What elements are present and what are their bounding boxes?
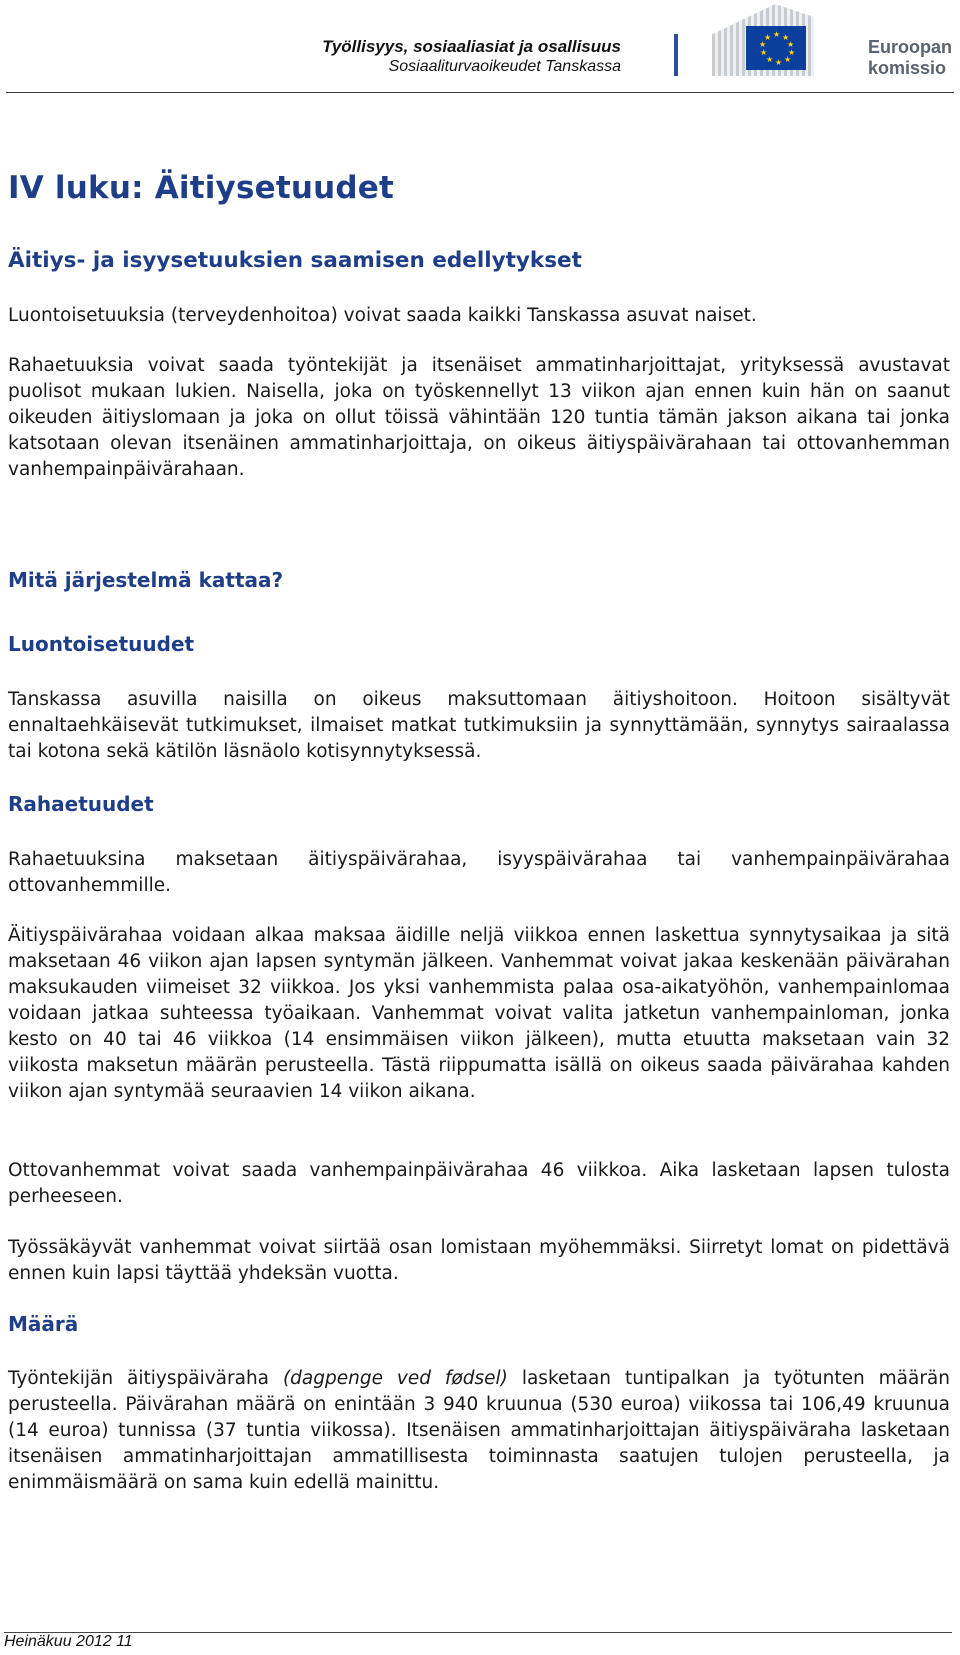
logo-line-2: komissio [868, 58, 947, 78]
logo-line-1: Euroopan [868, 37, 952, 57]
conditions-heading: Äitiys- ja isyysetuuksien saamisen edellytykset [8, 248, 582, 273]
amount-danish-term: (dagpenge ved fødsel) [282, 1368, 508, 1389]
amount-text-rest: lasketaan tuntipalkan ja työtunten määrän perusteella. Päivärahan määrä on enintään 3 940 kruunua (530 euroa) viikossa tai 106,49 kruunua (14 euroa) tunnissa (37 tuntia viikossa). Itsenäisen ammatinharjoittajan äitiyspäiväraha lasketaan itsenäisen ammatinharjoittajan ammatillisesta toiminnasta saatujen tulojen perusteella, ja enimmäismäärä on sama kuin edellä mainittu. [8, 1368, 950, 1493]
cash-paragraph-2: Äitiyspäivärahaa voidaan alkaa maksaa äidille neljä viikkoa ennen laskettua synnytysaikaa ja sitä maksetaan 46 viikon ajan lapsen syntymän jälkeen. Vanhemmat voivat jakaa keskenään päivärahan maksukauden viimeiset 32 viikkoa. Jos yksi vanhemmista palaa osa-aikatyöhön, vanhempainlomaa voidaan jatkaa suhteessa työaikaan. Vanhemmat voivat valita jatketun vanhempainloman, jonka kesto on 40 tai 46 viikkoa (14 ensimmäisen viikon jälkeen), mutta etuutta maksetaan vain 32 viikosta maksetun määrän perusteella. Tästä riippumatta isällä on oikeus saada päivärahaa kahden viikon ajan syntymää seuraavien 14 viikon aikana. [8, 925, 950, 1102]
header-divider [674, 34, 678, 76]
cash-benefits-heading: Rahaetuudet [8, 792, 154, 816]
in-kind-paragraph: Tanskassa asuvilla naisilla on oikeus maksuttomaan äitiyshoitoon. Hoitoon sisältyvät ennaltaehkäisevät tutkimukset, ilmaiset matkat tutkimuksiin ja synnyttämään, synnytys sairaalassa tai kotona sekä kätilön läsnäolo kotisynnytyksessä. [8, 689, 950, 762]
amount-text-start: Työntekijän äitiyspäiväraha [8, 1368, 283, 1389]
amount-heading: Määrä [8, 1312, 79, 1336]
cash-paragraph-4: Työssäkäyvät vanhemmat voivat siirtää osan lomistaan myöhemmäksi. Siirretyt lomat on pidettävä ennen kuin lapsi täyttää yhdeksän vuotta. [8, 1237, 950, 1284]
in-kind-heading: Luontoisetuudet [8, 632, 195, 656]
eu-flag-icon: ★ ★ ★ ★ ★ ★ ★ ★ ★ ★ [746, 26, 806, 70]
page-footer: Heinäkuu 2012 11 [4, 1633, 133, 1650]
coverage-heading: Mitä järjestelmä kattaa? [8, 568, 284, 592]
page-header [6, 0, 954, 93]
header-department: Työllisyys, sosiaaliasiat ja osallisuus [322, 37, 621, 56]
header-text [322, 36, 621, 77]
cash-paragraph-3: Ottovanhemmat voivat saada vanhempainpäivärahaa 46 viikkoa. Aika lasketaan lapsen tulosta perheeseen. [8, 1160, 950, 1207]
cash-paragraph-1: Rahaetuuksina maksetaan äitiyspäivärahaa, isyyspäivärahaa tai vanhempainpäivärahaa ottovanhemmille. [8, 849, 950, 896]
commission-logo-text [868, 37, 952, 79]
conditions-paragraph-2: Rahaetuuksia voivat saada työntekijät ja itsenäiset ammatinharjoittajat, yrityksessä avustavat puolisot mukaan lukien. Naisella, joka on työskennellyt 13 viikon ajan ennen kuin hän on saanut oikeuden äitiyslomaan ja joka on ollut töissä vähintään 120 tuntia tämän jakson aikana tai jonka katsotaan olevan itsenäinen ammatinharjoittaja, on oikeus äitiyspäivärahaan tai ottovanhemman vanhempainpäivärahaan. [8, 355, 950, 480]
header-subtitle: Sosiaaliturvaoikeudet Tanskassa [388, 58, 621, 75]
amount-paragraph [8, 1366, 950, 1496]
conditions-paragraph-1: Luontoisetuuksia (terveydenhoitoa) voivat saada kaikki Tanskassa asuvat naiset. [8, 305, 757, 326]
chapter-title: IV luku: Äitiysetuudet [8, 170, 395, 206]
footer-rule [4, 1632, 952, 1633]
